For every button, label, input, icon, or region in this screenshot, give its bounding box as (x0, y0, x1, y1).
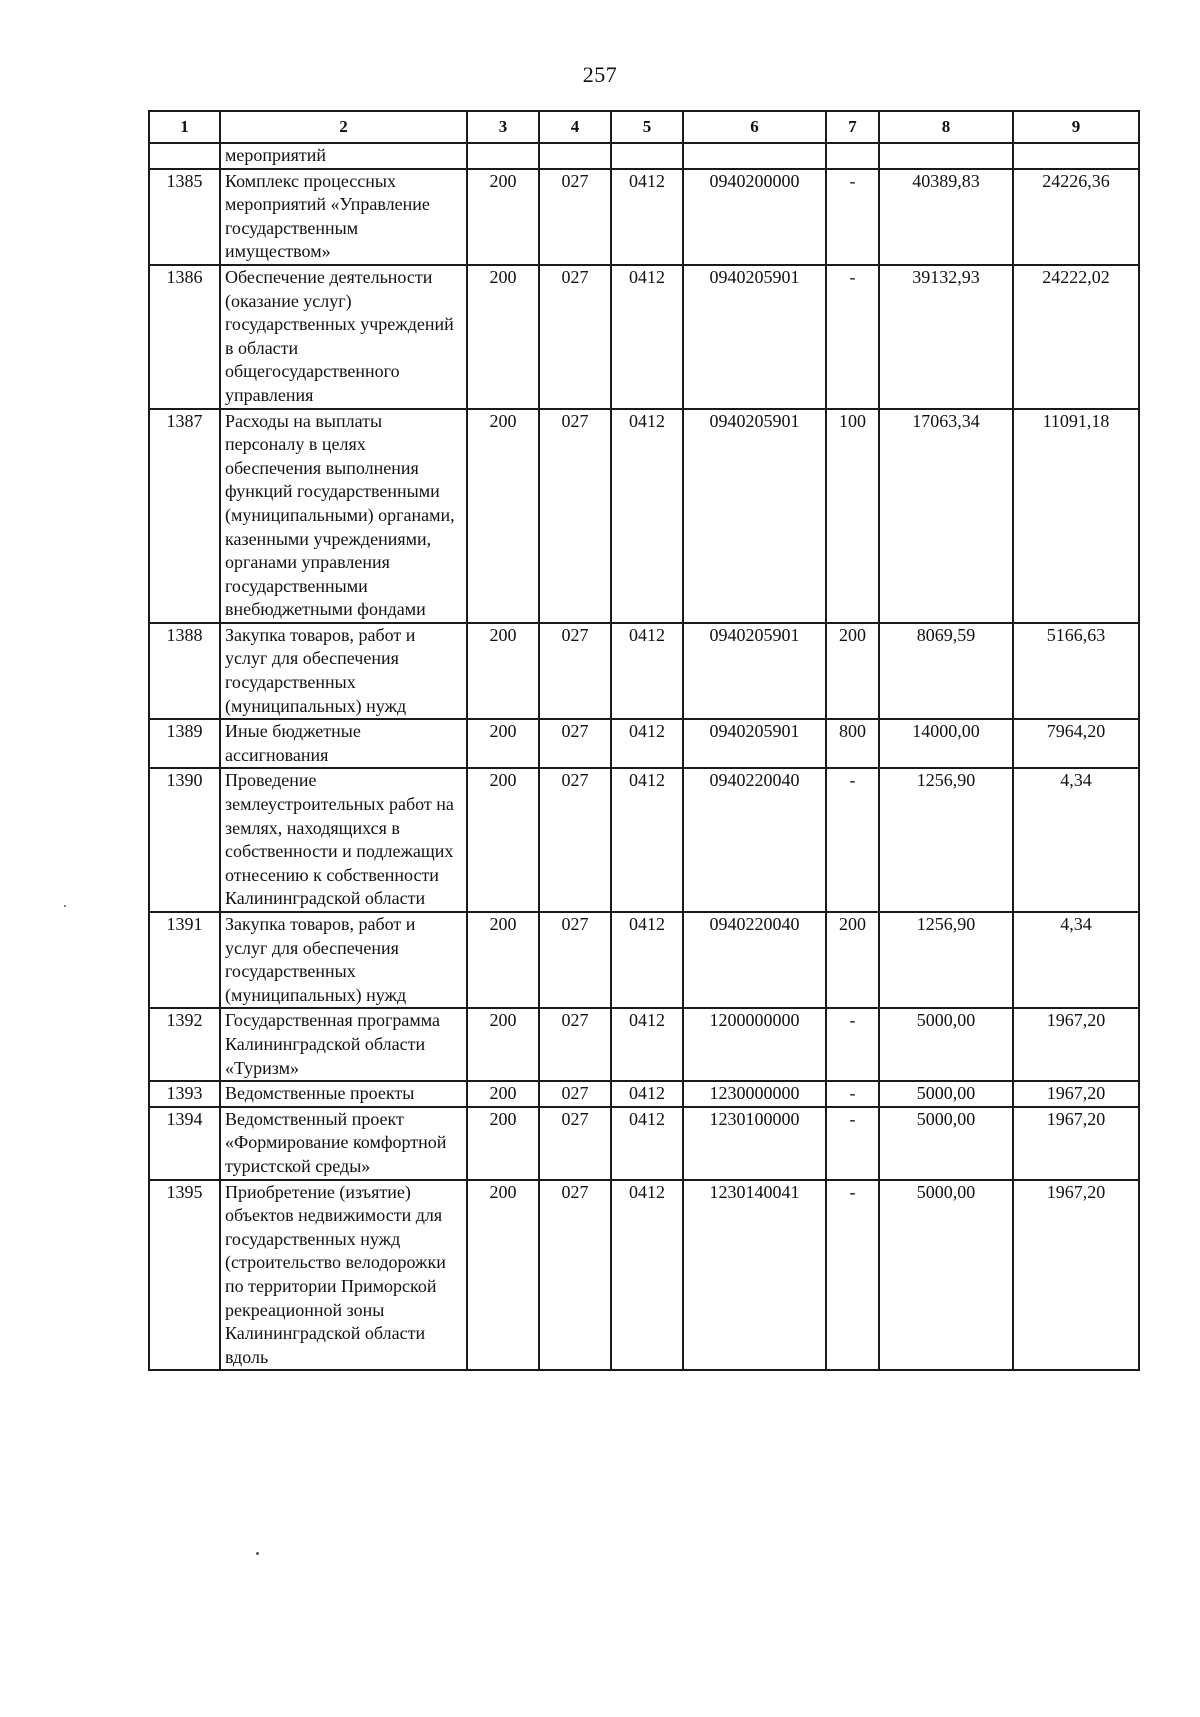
code-cell: 0940200000 (683, 169, 826, 265)
row-number: 1387 (149, 409, 220, 623)
code-cell: 027 (539, 768, 611, 912)
amount-cell: 5166,63 (1013, 623, 1139, 719)
row-name: Государственная программа Калининградской области «Туризм» (220, 1008, 467, 1081)
table-row (149, 768, 1139, 912)
amount-cell: 1256,90 (879, 912, 1013, 1008)
amount-cell: 11091,18 (1013, 409, 1139, 623)
column-header: 2 (220, 111, 467, 143)
table-row (149, 409, 1139, 623)
row-number: 1393 (149, 1081, 220, 1107)
code-cell: 0940220040 (683, 912, 826, 1008)
amount-cell: 1967,20 (1013, 1180, 1139, 1371)
table-body (149, 143, 1139, 1370)
table-header (149, 111, 1139, 143)
code-cell: 200 (467, 1008, 539, 1081)
code-cell: 0940205901 (683, 265, 826, 409)
code-cell: - (826, 265, 879, 409)
table-cell (149, 143, 220, 169)
code-cell: 0412 (611, 1008, 683, 1081)
page-number: 257 (582, 62, 618, 87)
amount-cell: 5000,00 (879, 1081, 1013, 1107)
code-cell: 0940205901 (683, 409, 826, 623)
code-cell: 0412 (611, 719, 683, 768)
code-cell: - (826, 169, 879, 265)
row-number: 1389 (149, 719, 220, 768)
code-cell: 027 (539, 623, 611, 719)
code-cell: 200 (467, 1180, 539, 1371)
code-cell: 027 (539, 1081, 611, 1107)
column-header: 3 (467, 111, 539, 143)
table-row (149, 1008, 1139, 1081)
code-cell: 0940205901 (683, 719, 826, 768)
code-cell: 0412 (611, 265, 683, 409)
code-cell: 027 (539, 409, 611, 623)
column-header: 9 (1013, 111, 1139, 143)
code-cell: 0412 (611, 169, 683, 265)
code-cell: 200 (467, 265, 539, 409)
row-name: Комплекс процессных мероприятий «Управление государственным имуществом» (220, 169, 467, 265)
row-name: Расходы на выплаты персоналу в целях обеспечения выполнения функций государственными (муниципальными) органами, казенными учреждениями, органами управления государственными внебюджетными фондами (220, 409, 467, 623)
code-cell: 0940205901 (683, 623, 826, 719)
amount-cell: 40389,83 (879, 169, 1013, 265)
amount-cell: 4,34 (1013, 912, 1139, 1008)
column-header: 5 (611, 111, 683, 143)
row-name: Закупка товаров, работ и услуг для обеспечения государственных (муниципальных) нужд (220, 912, 467, 1008)
code-cell: 027 (539, 1180, 611, 1371)
amount-cell: 17063,34 (879, 409, 1013, 623)
code-cell: 200 (826, 912, 879, 1008)
scan-speck (256, 1552, 259, 1555)
code-cell: 200 (826, 623, 879, 719)
code-cell: 200 (467, 1107, 539, 1180)
amount-cell: 4,34 (1013, 768, 1139, 912)
table-row (149, 623, 1139, 719)
row-number: 1385 (149, 169, 220, 265)
table-cell (611, 143, 683, 169)
code-cell: 200 (467, 912, 539, 1008)
code-cell: - (826, 1081, 879, 1107)
code-cell: 1230100000 (683, 1107, 826, 1180)
amount-cell: 1967,20 (1013, 1008, 1139, 1081)
code-cell: 100 (826, 409, 879, 623)
row-name: Проведение землеустроительных работ на землях, находящихся в собственности и подлежащих отнесению к собственности Калининградской области (220, 768, 467, 912)
code-cell: 200 (467, 1081, 539, 1107)
row-number: 1390 (149, 768, 220, 912)
amount-cell: 5000,00 (879, 1008, 1013, 1081)
amount-cell: 8069,59 (879, 623, 1013, 719)
code-cell: 0412 (611, 1081, 683, 1107)
code-cell: - (826, 1107, 879, 1180)
row-name: Обеспечение деятельности (оказание услуг) государственных учреждений в области общегосударственного управления (220, 265, 467, 409)
table-row (149, 719, 1139, 768)
code-cell: 027 (539, 912, 611, 1008)
budget-table (148, 110, 1140, 1371)
row-name: Закупка товаров, работ и услуг для обеспечения государственных (муниципальных) нужд (220, 623, 467, 719)
header-row (149, 111, 1139, 143)
amount-cell: 1256,90 (879, 768, 1013, 912)
column-header: 1 (149, 111, 220, 143)
row-number: 1394 (149, 1107, 220, 1180)
amount-cell: 14000,00 (879, 719, 1013, 768)
table-row (149, 1180, 1139, 1371)
column-header: 4 (539, 111, 611, 143)
row-name: Ведомственные проекты (220, 1081, 467, 1107)
table-cell (879, 143, 1013, 169)
amount-cell: 1967,20 (1013, 1081, 1139, 1107)
code-cell: - (826, 768, 879, 912)
code-cell: 200 (467, 719, 539, 768)
row-number: 1392 (149, 1008, 220, 1081)
row-name: Иные бюджетные ассигнования (220, 719, 467, 768)
code-cell: 1230000000 (683, 1081, 826, 1107)
column-header: 6 (683, 111, 826, 143)
table-row (149, 1107, 1139, 1180)
row-name: Приобретение (изъятие) объектов недвижимости для государственных нужд (строительство велодорожки по территории Приморской рекреационной зоны Калининградской области вдоль (220, 1180, 467, 1371)
code-cell: 200 (467, 169, 539, 265)
continuation-row (149, 143, 1139, 169)
code-cell: 1230140041 (683, 1180, 826, 1371)
code-cell: 027 (539, 1008, 611, 1081)
code-cell: 200 (467, 409, 539, 623)
continuation-text: мероприятий (220, 143, 467, 169)
code-cell: 200 (467, 623, 539, 719)
amount-cell: 24222,02 (1013, 265, 1139, 409)
code-cell: 200 (467, 768, 539, 912)
code-cell: - (826, 1180, 879, 1371)
row-number: 1388 (149, 623, 220, 719)
row-number: 1386 (149, 265, 220, 409)
code-cell: 0412 (611, 623, 683, 719)
table-cell (683, 143, 826, 169)
code-cell: 0412 (611, 1180, 683, 1371)
table-row (149, 169, 1139, 265)
table-cell (826, 143, 879, 169)
amount-cell: 24226,36 (1013, 169, 1139, 265)
row-number: 1395 (149, 1180, 220, 1371)
code-cell: 0412 (611, 768, 683, 912)
table-row (149, 1081, 1139, 1107)
column-header: 7 (826, 111, 879, 143)
table-cell (467, 143, 539, 169)
amount-cell: 5000,00 (879, 1107, 1013, 1180)
row-number: 1391 (149, 912, 220, 1008)
code-cell: 0940220040 (683, 768, 826, 912)
table-cell (1013, 143, 1139, 169)
amount-cell: 39132,93 (879, 265, 1013, 409)
code-cell: 027 (539, 169, 611, 265)
code-cell: 1200000000 (683, 1008, 826, 1081)
code-cell: 800 (826, 719, 879, 768)
code-cell: 0412 (611, 1107, 683, 1180)
code-cell: 027 (539, 1107, 611, 1180)
table-row (149, 912, 1139, 1008)
amount-cell: 7964,20 (1013, 719, 1139, 768)
table-row (149, 265, 1139, 409)
amount-cell: 5000,00 (879, 1180, 1013, 1371)
amount-cell: 1967,20 (1013, 1107, 1139, 1180)
table-cell (539, 143, 611, 169)
code-cell: 0412 (611, 409, 683, 623)
code-cell: - (826, 1008, 879, 1081)
row-name: Ведомственный проект «Формирование комфортной туристской среды» (220, 1107, 467, 1180)
column-header: 8 (879, 111, 1013, 143)
scan-speck (64, 905, 66, 907)
code-cell: 027 (539, 719, 611, 768)
code-cell: 027 (539, 265, 611, 409)
code-cell: 0412 (611, 912, 683, 1008)
